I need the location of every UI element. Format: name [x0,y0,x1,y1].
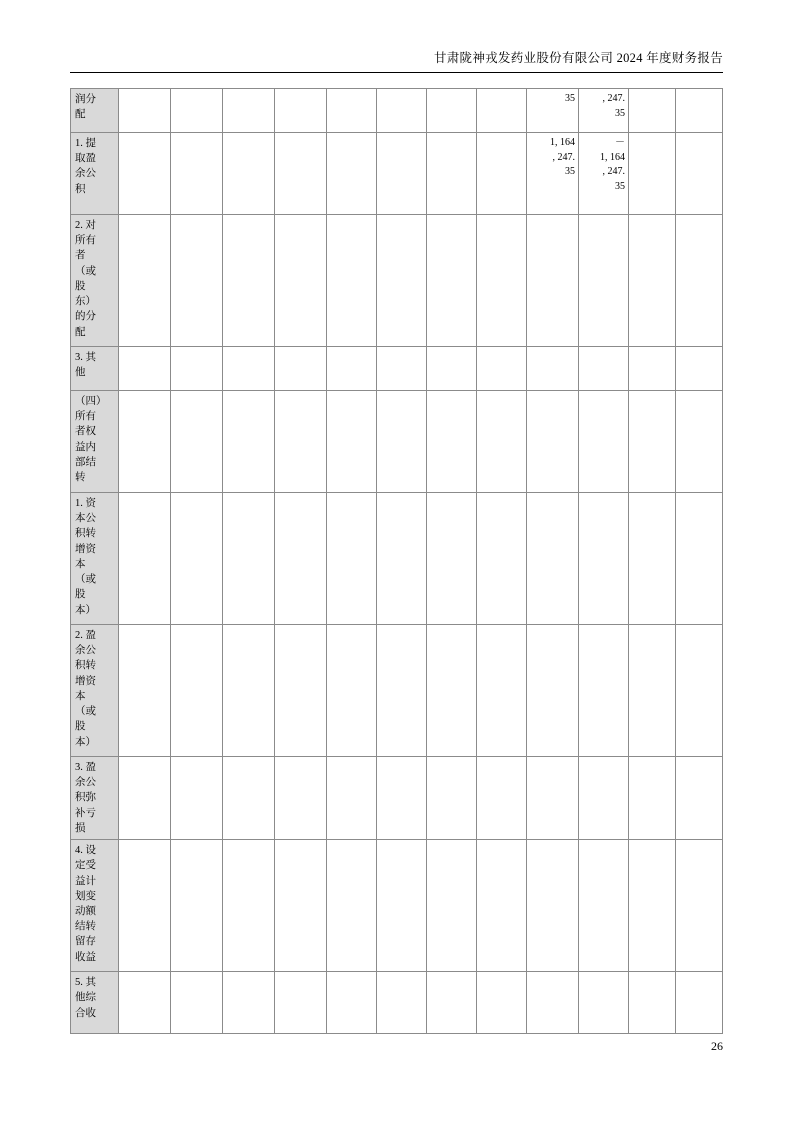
table-cell [676,972,723,1034]
table-cell [119,493,171,625]
table-cell [477,215,527,347]
table-cell [676,625,723,757]
row-label-cell [71,391,119,493]
table-cell [171,493,223,625]
table-cell [377,89,427,133]
table-cell [275,493,327,625]
row-label-text: （四）所有者权益内部结转 [75,396,107,484]
table-cell [119,347,171,391]
table-cell [427,89,477,133]
table-cell [377,757,427,840]
table-cell [427,757,477,840]
table-cell [119,840,171,972]
table-cell [427,493,477,625]
table-cell [527,89,579,133]
table-cell [171,972,223,1034]
table-cell [629,493,676,625]
table-cell [223,972,275,1034]
table-cell [527,133,579,215]
table-cell [629,757,676,840]
table-cell [629,840,676,972]
table-cell [527,972,579,1034]
table-cell [427,625,477,757]
row-label-text: 4. 设定受益计划变动额结转留存收益 [75,845,96,963]
table-cell [119,89,171,133]
table-cell [676,347,723,391]
table-cell [477,757,527,840]
header-divider [70,72,723,73]
table-cell [477,347,527,391]
table-cell [327,347,377,391]
row-label-cell [71,133,119,215]
table-cell [223,391,275,493]
table-cell [327,972,377,1034]
table-cell [119,757,171,840]
table-row [71,840,723,972]
table-cell [629,391,676,493]
table-cell [629,625,676,757]
table-cell [676,757,723,840]
page-header [70,48,723,76]
table-cell [171,840,223,972]
table-cell [527,493,579,625]
table-cell [579,625,629,757]
table-cell [676,840,723,972]
table-cell [223,215,275,347]
table-cell [427,840,477,972]
table-cell [427,972,477,1034]
table-cell [579,840,629,972]
table-cell [327,840,377,972]
table-cell [377,493,427,625]
table-cell [327,89,377,133]
row-label-cell [71,215,119,347]
table-cell [171,215,223,347]
table-cell [327,757,377,840]
row-label-text: 3. 盈余公积弥补亏损 [75,762,96,834]
row-label-text: 1. 资本公积转增资本（或股本） [75,498,96,616]
owners-equity-change-table [70,88,723,1034]
cell-value: 35 [565,93,575,104]
table-row [71,347,723,391]
table-cell [527,757,579,840]
table-cell [477,89,527,133]
row-label-text: 2. 盈余公积转增资本（或股本） [75,630,96,748]
table-cell [171,625,223,757]
table-cell [327,133,377,215]
table-cell [579,215,629,347]
table-cell [275,391,327,493]
table-cell [223,493,275,625]
table-cell [275,347,327,391]
table-cell [327,215,377,347]
table-cell [275,215,327,347]
table-cell [579,391,629,493]
table-cell [579,757,629,840]
table-row [71,133,723,215]
table-cell [477,493,527,625]
table-cell [275,89,327,133]
header-title: 甘肃陇神戎发药业股份有限公司 2024 年度财务报告 [433,51,723,65]
table-cell [377,347,427,391]
table-cell [527,625,579,757]
table-cell [676,215,723,347]
table-cell [223,840,275,972]
table-cell [223,89,275,133]
row-label-text: 5. 其他综合收 [75,977,96,1019]
row-label-text: 2. 对所有者（或股东）的分配 [75,220,96,338]
table-cell [119,391,171,493]
table-cell [377,625,427,757]
statement-table-container [70,88,723,1034]
table-cell [527,840,579,972]
table-cell [676,493,723,625]
table-cell [427,133,477,215]
table-cell [223,133,275,215]
table-cell [377,391,427,493]
table-row [71,757,723,840]
table-cell [527,347,579,391]
table-cell [477,972,527,1034]
row-label-text: 3. 其他 [75,352,96,379]
table-cell [119,215,171,347]
table-cell [629,347,676,391]
table-cell [629,972,676,1034]
table-cell [579,133,629,215]
table-cell [119,133,171,215]
table-cell [275,757,327,840]
table-cell [327,625,377,757]
row-label-cell [71,347,119,391]
row-label-cell [71,493,119,625]
table-cell [377,133,427,215]
table-cell [676,133,723,215]
table-cell [275,625,327,757]
table-cell [527,391,579,493]
table-row [71,89,723,133]
table-cell [171,391,223,493]
table-cell [579,972,629,1034]
table-cell [327,493,377,625]
table-cell [427,391,477,493]
table-row [71,493,723,625]
table-cell [629,215,676,347]
table-cell [119,625,171,757]
table-row [71,391,723,493]
page-number: 26 [711,1039,723,1053]
table-cell [275,972,327,1034]
table-cell [171,133,223,215]
table-cell [579,89,629,133]
row-label-text: 1. 提取盈余公积 [75,138,96,195]
table-cell [477,133,527,215]
table-body [71,89,723,1034]
table-row [71,972,723,1034]
row-label-cell [71,625,119,757]
table-cell [171,89,223,133]
row-label-cell [71,757,119,840]
cell-value: － 1, 164 , 247. 35 [600,137,625,192]
table-cell [377,972,427,1034]
table-cell [629,133,676,215]
table-cell [676,391,723,493]
row-label-text: 润分配 [75,94,96,121]
cell-value: 1, 164 , 247. 35 [550,137,575,177]
table-cell [427,215,477,347]
table-cell [275,133,327,215]
table-cell [223,625,275,757]
table-cell [275,840,327,972]
table-cell [477,625,527,757]
table-cell [223,347,275,391]
table-row [71,215,723,347]
row-label-cell [71,89,119,133]
row-label-cell [71,972,119,1034]
table-cell [579,493,629,625]
table-cell [377,840,427,972]
table-cell [477,840,527,972]
table-cell [377,215,427,347]
table-row [71,625,723,757]
table-cell [477,391,527,493]
row-label-cell [71,840,119,972]
table-cell [327,391,377,493]
table-cell [171,347,223,391]
table-cell [579,347,629,391]
cell-value: , 247. 35 [602,93,625,119]
table-cell [171,757,223,840]
table-cell [629,89,676,133]
table-cell [119,972,171,1034]
table-cell [223,757,275,840]
table-cell [527,215,579,347]
table-cell [676,89,723,133]
table-cell [427,347,477,391]
